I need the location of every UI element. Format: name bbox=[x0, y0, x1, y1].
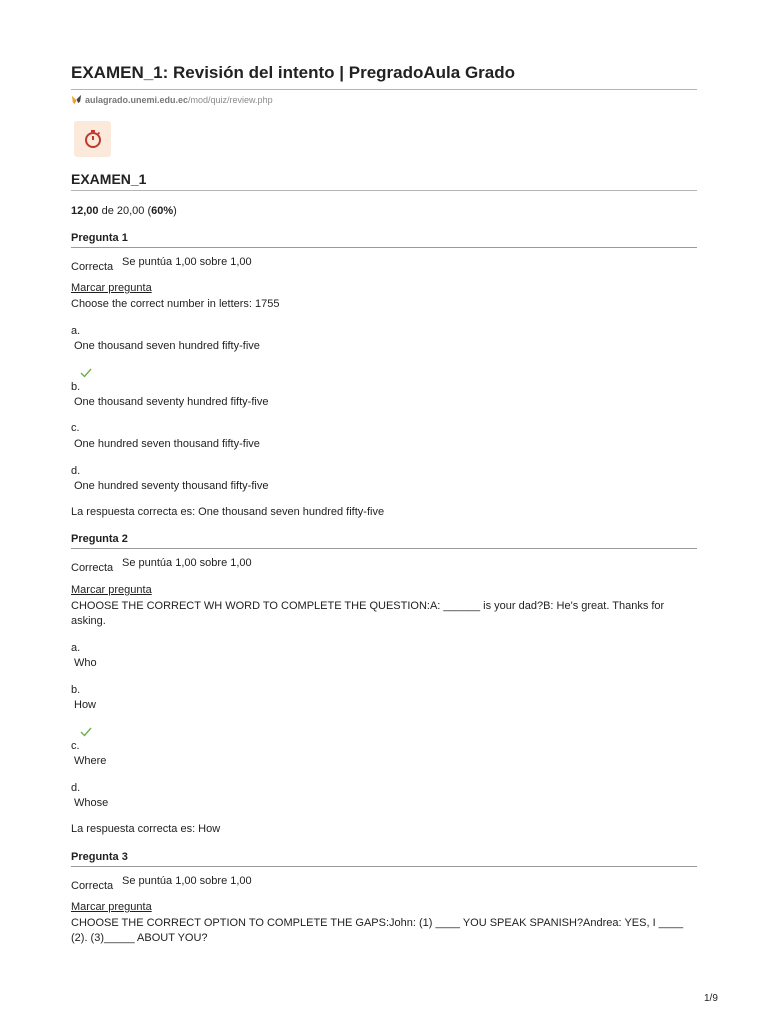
score-total: de 20,00 ( bbox=[98, 205, 152, 217]
source-domain: aulagrado.unemi.edu.ec bbox=[85, 94, 189, 105]
timer-badge bbox=[74, 121, 111, 157]
stopwatch-icon bbox=[83, 129, 103, 149]
question-grade: Se puntúa 1,00 sobre 1,00 bbox=[122, 875, 252, 887]
question-heading: Pregunta 2 bbox=[71, 533, 697, 549]
favicon-icon bbox=[71, 94, 82, 105]
source-url[interactable] bbox=[71, 94, 273, 105]
checkmark-icon bbox=[80, 368, 92, 378]
option-text[interactable]: One thousand seven hundred fifty-five bbox=[74, 340, 260, 352]
question-heading: Pregunta 3 bbox=[71, 851, 697, 867]
score-percent: 60% bbox=[151, 205, 174, 217]
option-text[interactable]: One hundred seventy thousand fifty-five bbox=[74, 480, 269, 492]
option-text[interactable]: One thousand seventy hundred fifty-five bbox=[74, 396, 269, 408]
score-value: 12,00 bbox=[71, 205, 99, 217]
option-letter: c. bbox=[71, 422, 80, 434]
option-text[interactable]: How bbox=[74, 699, 97, 711]
question-status: Correcta bbox=[71, 880, 114, 892]
question-text: Choose the correct number in letters: 1755 bbox=[71, 298, 280, 310]
question-grade: Se puntúa 1,00 sobre 1,00 bbox=[122, 557, 252, 569]
score-close: ) bbox=[173, 205, 177, 217]
flag-question-link[interactable]: Marcar pregunta bbox=[71, 901, 152, 913]
option-letter: a. bbox=[71, 325, 81, 337]
page-title: EXAMEN_1: Revisión del intento | PregradoAula Grado bbox=[71, 63, 697, 90]
option-text[interactable]: Who bbox=[74, 657, 97, 669]
exam-heading: EXAMEN_1 bbox=[71, 171, 697, 191]
question-text: CHOOSE THE CORRECT OPTION TO COMPLETE THE GAPS:John: (1) ____ YOU SPEAK SPANISH?Andrea: YES, I ____ (2). (3)_____ ABOUT YOU? bbox=[71, 917, 684, 944]
checkmark-icon bbox=[80, 727, 92, 737]
flag-question-link[interactable]: Marcar pregunta bbox=[71, 584, 152, 596]
correct-answer: La respuesta correcta es: One thousand seven hundred fifty-five bbox=[71, 506, 385, 518]
question-text: CHOOSE THE CORRECT WH WORD TO COMPLETE THE QUESTION:A: ______ is your dad?B: He's great. Thanks for asking. bbox=[71, 600, 665, 627]
option-letter: b. bbox=[71, 381, 81, 393]
page-number: 1/9 bbox=[704, 993, 718, 1004]
option-text[interactable]: One hundred seven thousand fifty-five bbox=[74, 438, 260, 450]
flag-question-link[interactable]: Marcar pregunta bbox=[71, 282, 152, 294]
option-text[interactable]: Where bbox=[74, 755, 107, 767]
option-letter: d. bbox=[71, 465, 81, 477]
question-status: Correcta bbox=[71, 562, 114, 574]
question-grade: Se puntúa 1,00 sobre 1,00 bbox=[122, 256, 252, 268]
source-path: /mod/quiz/review.php bbox=[188, 94, 273, 105]
option-text[interactable]: Whose bbox=[74, 797, 109, 809]
question-heading: Pregunta 1 bbox=[71, 232, 697, 248]
option-letter: c. bbox=[71, 740, 80, 752]
correct-answer: La respuesta correcta es: How bbox=[71, 823, 221, 835]
score-summary bbox=[71, 205, 177, 217]
option-letter: a. bbox=[71, 642, 81, 654]
option-letter: b. bbox=[71, 684, 81, 696]
question-status: Correcta bbox=[71, 261, 114, 273]
option-letter: d. bbox=[71, 782, 81, 794]
